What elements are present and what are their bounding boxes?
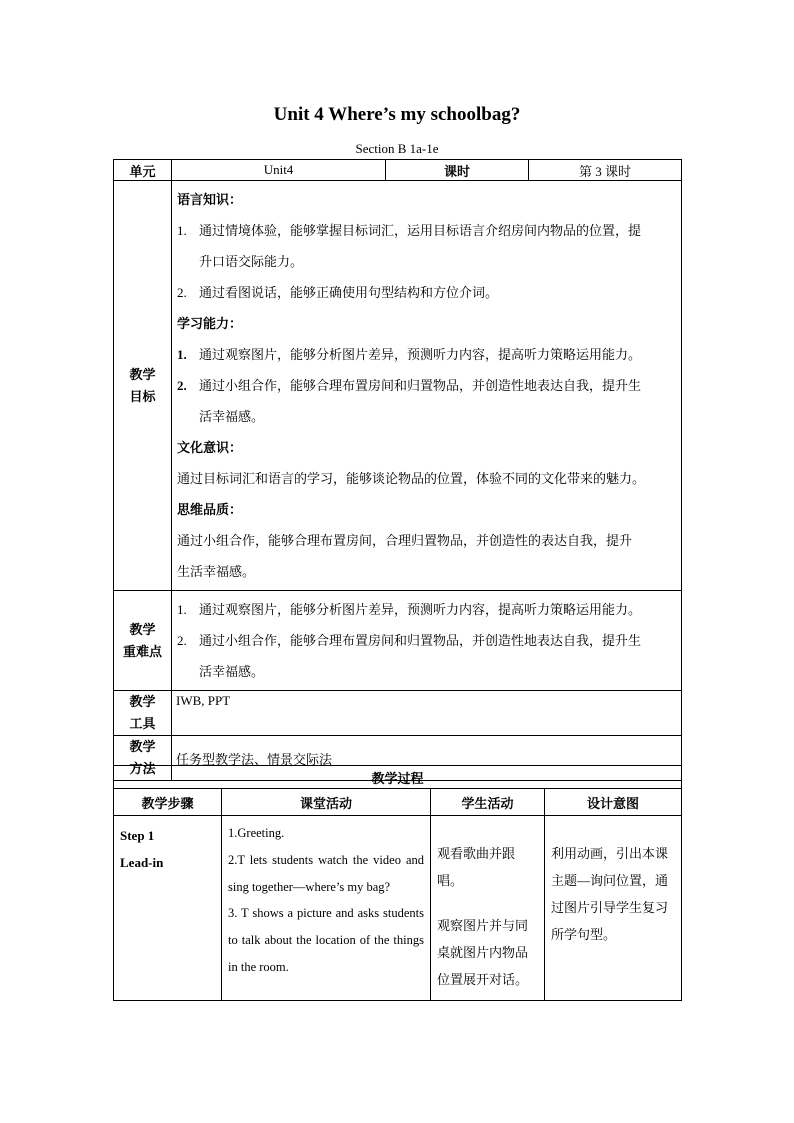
page-subtitle: Section B 1a-1e xyxy=(355,141,439,156)
tools-row xyxy=(114,691,682,736)
objectives-label-line-2: 目标 xyxy=(129,388,156,404)
key-point-item xyxy=(177,594,677,625)
activity-item: 1.Greeting. xyxy=(228,826,285,840)
col-activity-header: 课堂活动 xyxy=(222,789,431,816)
class-activity xyxy=(222,816,431,1001)
period-value: 第 3 课时 xyxy=(529,160,682,181)
objective-item: 通过目标词汇和语言的学习，能够谈论物品的位置，体验不同的文化带来的魅力。 xyxy=(177,471,646,486)
process-title-row xyxy=(114,766,682,789)
item-text: 通过小组合作，能够合理布置房间和归置物品，并创造性地表达自我，提升生 xyxy=(199,633,642,648)
methods-label-line-2: 方法 xyxy=(129,761,156,776)
item-number: 2. xyxy=(177,285,187,300)
activity-item: 3. T shows a picture and asks students to talk about the location of the things in the room. xyxy=(228,906,424,974)
key-point-item xyxy=(177,625,677,656)
objective-item-continuation: 升口语交际能力。 xyxy=(199,254,304,269)
page-title: Unit 4 Where’s my schoolbag? xyxy=(273,104,521,125)
lesson-plan-table xyxy=(113,159,682,781)
col-step-header: 教学步骤 xyxy=(114,789,222,816)
item-text: 通过情境体验，能够掌握目标词汇，运用目标语言介绍房间内物品的位置，提 xyxy=(199,223,642,238)
step-name xyxy=(114,816,222,1001)
item-text: 通过看图说话，能够正确使用句型结构和方位介词。 xyxy=(199,285,499,300)
key-points-row xyxy=(114,591,682,691)
process-title: 教学过程 xyxy=(114,766,682,789)
unit-value: Unit4 xyxy=(172,160,386,181)
item-text: 通过观察图片，能够分析图片差异，预测听力内容，提高听力策略运用能力。 xyxy=(199,602,642,617)
tools-label-line-2: 工具 xyxy=(129,716,156,731)
objective-item-continuation: 活幸福感。 xyxy=(199,409,265,424)
design-intent: 利用动画，引出本课主题—询问位置，通过图片引导学生复习所学句型。 xyxy=(545,816,682,1001)
objective-item: 通过小组合作，能够合理布置房间，合理归置物品，并创造性的表达自我，提升 xyxy=(177,533,633,548)
item-text: 通过小组合作，能够合理布置房间和归置物品，并创造性地表达自我，提升生 xyxy=(199,378,642,393)
item-number: 1. xyxy=(177,347,187,362)
student-activity-item: 观看歌曲并跟唱。 xyxy=(437,846,516,888)
step-number: Step 1 xyxy=(120,828,155,843)
col-design-header: 设计意图 xyxy=(545,789,682,816)
item-text: 通过观察图片，能够分析图片差异，预测听力内容，提高听力策略运用能力。 xyxy=(199,347,642,362)
objectives-label xyxy=(114,181,172,591)
objectives-label-line-1: 教学 xyxy=(129,366,156,382)
learning-ability-heading: 学习能力： xyxy=(177,316,243,331)
objective-item-continuation: 生活幸福感。 xyxy=(177,564,256,579)
period-label: 课时 xyxy=(386,160,529,181)
unit-label: 单元 xyxy=(114,160,172,181)
key-points-label-line-1: 教学 xyxy=(129,621,156,637)
objective-item xyxy=(177,215,677,246)
key-points-label xyxy=(114,591,172,691)
teaching-process-table xyxy=(113,765,682,1001)
tools-label-line-1: 教学 xyxy=(129,694,156,709)
student-activity xyxy=(431,816,545,1001)
language-knowledge-heading: 语言知识： xyxy=(177,192,243,207)
process-header-row xyxy=(114,789,682,816)
cultural-awareness-heading: 文化意识： xyxy=(177,440,243,455)
tools-label xyxy=(114,691,172,736)
thinking-quality-heading: 思维品质： xyxy=(177,502,243,517)
student-activity-item: 观察图片并与同桌就图片内物品位置展开对话。 xyxy=(437,918,529,987)
step-title: Lead-in xyxy=(120,855,164,870)
tools-value: IWB, PPT xyxy=(172,691,682,736)
objective-item xyxy=(177,277,677,308)
activity-item: 2.T lets students watch the video and sing together—where’s my bag? xyxy=(228,852,424,894)
methods-label-line-1: 教学 xyxy=(129,739,156,754)
objective-item xyxy=(177,370,677,401)
objectives-content xyxy=(172,181,682,591)
process-step-row xyxy=(114,816,682,1001)
header-row xyxy=(114,160,682,181)
key-points-content xyxy=(172,591,682,691)
item-number: 1. xyxy=(177,223,187,238)
methods-value: 任务型教学法、情景交际法 xyxy=(172,736,682,781)
objectives-row xyxy=(114,181,682,591)
key-point-item-continuation: 活幸福感。 xyxy=(199,664,265,679)
key-points-label-line-2: 重难点 xyxy=(122,643,162,659)
item-number: 2. xyxy=(177,378,187,393)
item-number: 1. xyxy=(177,602,187,617)
objective-item xyxy=(177,339,677,370)
item-number: 2. xyxy=(177,633,187,648)
col-student-header: 学生活动 xyxy=(431,789,545,816)
